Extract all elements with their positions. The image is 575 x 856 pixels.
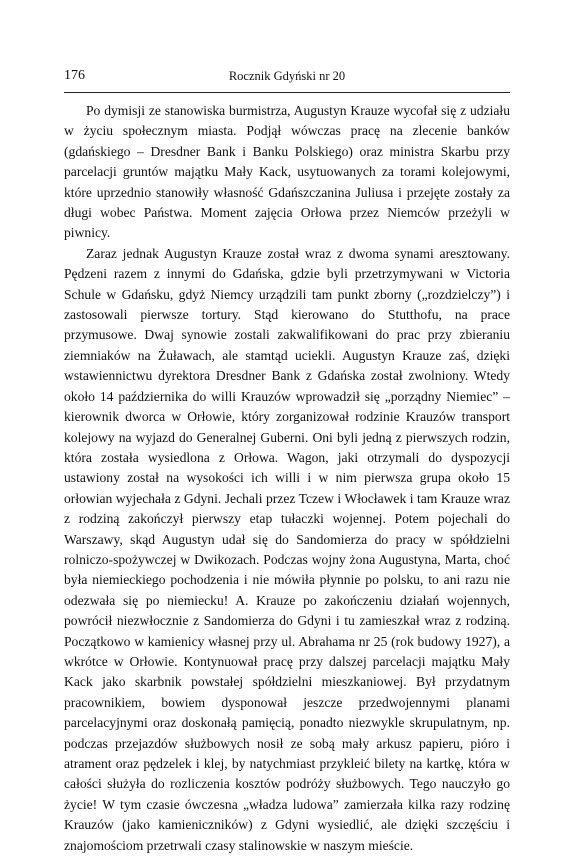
page-number: 176 (64, 68, 85, 83)
body-text (64, 101, 510, 856)
paragraph-1: Po dymisji ze stanowiska burmistrza, Augustyn Krauze wycofał się z udziału w życiu społecznym miasta. Podjął wówczas pracę na zlecenie banków (gdańskiego – Dresdner Bank i Banku Polskiego) oraz ministra Skarbu przy parcelacji gruntów majątku Mały Kack, usytuowanych za torami kolejowymi, które uprzednio stanowiły własność Gdańszczanina Juliusa i przejęte zostały za długi wobec Państwa. Moment zajęcia Orłowa przez Niemców przeżyli w piwnicy. (64, 103, 510, 241)
header-divider (64, 92, 510, 93)
page-header (64, 68, 510, 86)
running-title: Rocznik Gdyński nr 20 (228, 69, 346, 83)
paragraph-2: Zaraz jednak Augustyn Krauze został wraz z dwoma synami aresztowany. Pędzeni razem z innymi do Gdańska, gdzie byli przetrzymywani w Victoria Schule w Gdańsku, gdyż Niemcy urządzili tam punkt zborny („rozdzielczy”) i zastosowali pierwsze tortury. Stąd kierowano do Stutthofu, na prace przymusowe. Dwaj synowie zostali zakwalifikowani do prac przy zbieraniu ziemniaków na Żuławach, ale stamtąd uciekli. Augustyn Krauze zaś, dzięki wstawiennictwu dyrektora Dresdner Bank z Gdańska został zwolniony. Wtedy około 14 października do willi Krauzów wprowadził się „porządny Niemiec” – kierownik dworca w Orłowie, który zorganizował rodzinie Krauzów transport kolejowy na wyjazd do Generalnej Guberni. Oni byli jedną z pierwszych rodzin, która została wysiedlona z Orłowa. Wagon, jaki otrzymali do dyspozycji ustawiony został na wysokości ich willi i w nim pierwsza grupa około 15 orłowian wyjechała z Gdyni. Jechali przez Tczew i Włocławek i tam Krauze wraz z rodziną zakończył pierwszy etap tułaczki wojennej. Potem pojechali do Warszawy, skąd Augustyn udał się do Sandomierza do pracy w spółdzielni rolniczo-spożywczej w Dwikozach. Podczas wojny żona Augustyna, Marta, choć była niemieckiego pochodzenia i nie mówiła płynnie po polsku, to ani razu nie odezwała się po niemiecku! A. Krauze po zakończeniu działań wojennych, powrócił niezwłocznie z Sandomierza do Gdyni i tu zamieszkał wraz z rodziną. Początkowo w kamienicy własnej przy ul. Abrahama nr 25 (rok budowy 1927), a wkrótce w Orłowie. Kontynuował pracę przy dalszej parcelacji majątku Mały Kack jako skarbnik powstałej spółdzielni mieszkaniowej. Był przydatnym pracownikiem, bowiem dysponował jeszcze przedwojennymi planami parcelacyjnymi oraz doskonałą pamięcią, ponadto niezwykle skrupulatnym, np. podczas przejazdów służbowych nosił ze sobą mały arkusz papieru, pióro i atrament oraz pędzelek i klej, by natychmiast przykleić bilety na kartkę, która w całości służyła do rozliczenia kosztów podróży służbowych. Tego nauczyło go życie! W tym czasie ówczesna „władza ludowa” zamierzała kilka razy rodzinę Krauzów (jako kamieniczników) z Gdyni wysiedlić, ale dzięki szczęściu i znajomościom przetrwali czasy stalinowskie w naszym mieście. (64, 245, 510, 853)
